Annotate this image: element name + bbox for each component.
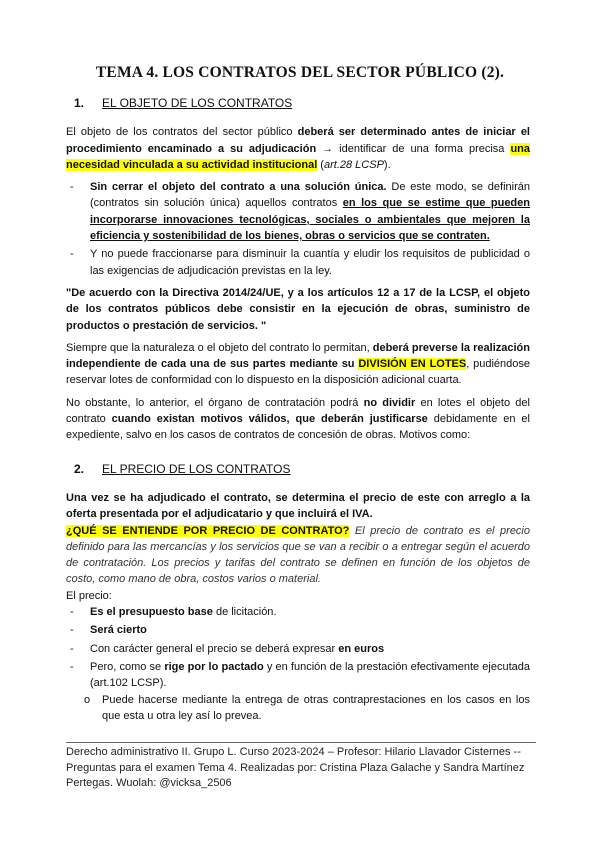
underlined-text: en los que se estime que pueden incorporarse innovaciones tecnológicas, sociales o ambientales que mejoren la eficiencia y sostenibilidad de los bienes, obras o servicios que se contraten.	[90, 197, 530, 243]
quote-paragraph	[66, 285, 530, 334]
paragraph-definicion	[66, 523, 530, 588]
section-title: EL OBJETO DE LOS CONTRATOS	[102, 96, 293, 110]
section-number: 2.	[74, 461, 85, 476]
paragraph-lotes	[66, 340, 530, 389]
dash-bullet: -	[70, 642, 74, 655]
highlighted-text: DIVISIÓN EN LOTES	[358, 358, 467, 371]
bold-run: "De acuerdo con la Directiva 2014/24/UE, y a los artículos 12 a 17 de la LCSP, el objeto de los contratos públicos debe consistir en la ejecución de obras, suministro de productos o prestación de servicios. "	[66, 286, 530, 332]
page-footer: Derecho administrativo II. Grupo L. Curso 2023-2024 – Profesor: Hilario Llavador Cisternes -- Preguntas para el examen Tema 4. Realizadas por: Cristina Plaza Galache y Sandra Martínez Pertegas. Wuolah: @vicksa_2506	[66, 742, 536, 792]
text-run: .	[273, 606, 277, 619]
bold-run: no dividir	[363, 396, 416, 409]
text-run: Siempre que la naturaleza o el objeto del contrato lo permitan,	[66, 341, 373, 354]
paragraph-precio	[66, 490, 530, 523]
section-title: EL PRECIO DE LOS CONTRATOS	[102, 461, 291, 476]
dash-bullet: -	[70, 606, 74, 619]
bold-run: Será cierto	[90, 624, 147, 637]
text-run: No obstante, lo anterior, el órgano de contratación podrá	[66, 396, 364, 409]
text-run: El objeto de los contratos del sector público	[66, 126, 298, 139]
text-run: , pudiéndose reservar lotes de conformidad con lo dispuesto en la disposición adicional cuarta.	[66, 358, 531, 387]
bold-run: cuando existan motivos válidos, que deberán justificarse	[111, 413, 428, 426]
list-item	[66, 604, 530, 620]
text-run: de licitación	[212, 606, 274, 619]
dash-bullet: -	[70, 248, 74, 261]
text-run: en lotes el objeto del contrato	[66, 396, 530, 426]
document-body	[66, 95, 530, 730]
paragraph-objeto	[66, 124, 530, 173]
text-run: (	[317, 158, 324, 171]
text-run: Pero, como se	[90, 660, 165, 673]
text-run: Y no puede fraccionarse para disminuir la cuantía y eludir los requisitos de publicidad o las exigencias de adjudicación previstas en la ley.	[90, 248, 530, 277]
section-2-heading	[74, 461, 530, 477]
dash-bullet: -	[70, 624, 74, 637]
bold-run: en euros	[338, 642, 385, 655]
text-run: → identificar de una forma precisa	[316, 142, 511, 155]
bold-run: deberá ser determinado antes de iniciar el procedimiento encaminado a su adjudicación	[66, 126, 530, 155]
citation: art.28 LCSP	[323, 158, 384, 171]
text-run: Con carácter general el precio se deberá expresar	[90, 642, 339, 655]
list-item	[66, 641, 530, 657]
highlighted-text: ¿QUÉ SE ENTIENDE POR PRECIO DE CONTRATO?	[66, 524, 350, 537]
bold-run: deberá preverse la realización independiente de cada una de sus partes mediante su	[66, 341, 530, 371]
paragraph-no-dividir	[66, 395, 530, 444]
list-item	[66, 622, 530, 638]
dash-bullet: -	[70, 181, 74, 194]
text-run: Puede hacerse mediante la entrega de otras contraprestaciones en los casos en los que esta u otra ley así lo prevea.	[102, 693, 530, 722]
text-run: y en función de la prestación efectivamente ejecutada (art.102 LCSP).	[90, 660, 530, 690]
bold-run: rige por lo pactado	[164, 660, 264, 673]
list-item	[66, 246, 530, 279]
text-run: ).	[383, 158, 391, 171]
precio-label: El precio:	[66, 589, 112, 602]
list-item	[66, 659, 530, 724]
bold-run: Es el presupuesto base	[90, 606, 213, 619]
bold-run: Una vez se ha adjudicado el contrato, se determina el precio de este con arreglo a la oferta presentada por el adjudicatario y que incluirá el IVA.	[66, 491, 530, 521]
sub-list	[66, 692, 530, 725]
precio-list	[66, 604, 530, 724]
italic-run: El precio de contrato es el precio definido para las mercancías y los servicios que se van a recibir o a entregar según el acuerdo de contratación. Los precios y tarifas del contrato se definen en función de los objetos de costo, como mano de obra, costos varios o material.	[66, 524, 530, 586]
section-number: 1.	[74, 96, 85, 110]
text-run: debidamente en el expediente, salvo en los casos de contratos de concesión de obras. Motivos como:	[66, 413, 530, 442]
objeto-list	[66, 179, 530, 279]
dash-bullet: -	[70, 660, 74, 673]
circle-bullet: o	[84, 693, 91, 706]
highlighted-text: una necesidad vinculada a su actividad institucional	[66, 142, 530, 171]
sub-list-item	[66, 692, 530, 725]
page-title: TEMA 4. LOS CONTRATOS DEL SECTOR PÚBLICO (2).	[95, 64, 505, 81]
text-run: De este modo, se definirán (contratos sin solución única) aquellos contratos	[90, 181, 530, 210]
bold-run: Sin cerrar el objeto del contrato a una solución única.	[90, 181, 387, 194]
section-1-heading	[74, 95, 530, 111]
list-item	[66, 179, 530, 244]
